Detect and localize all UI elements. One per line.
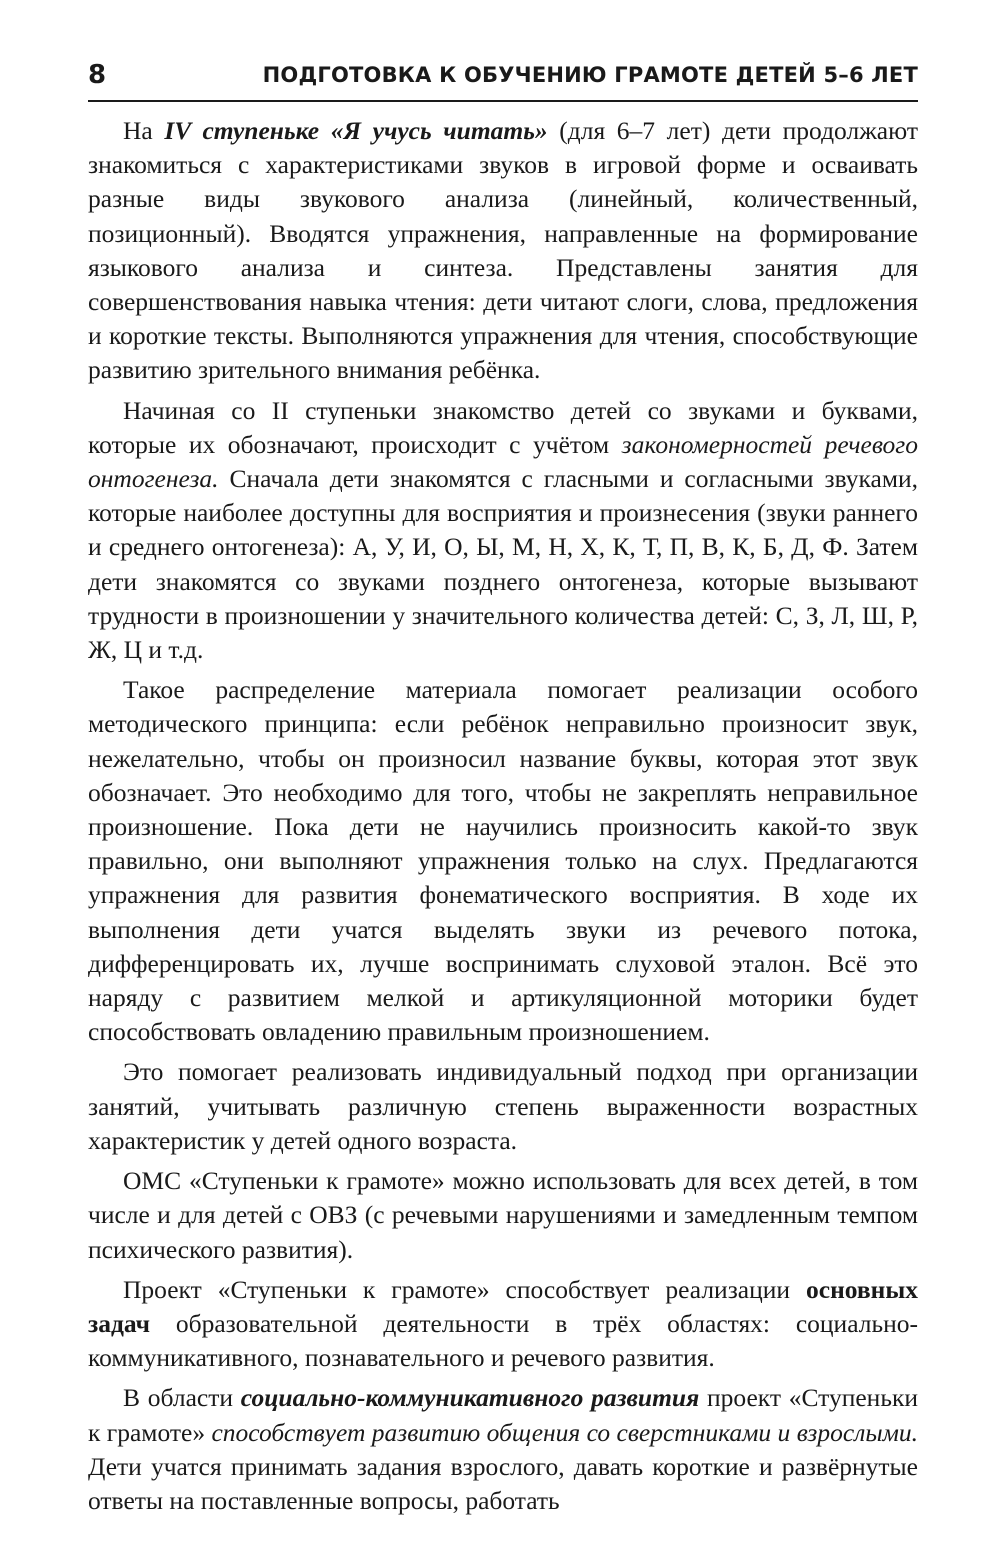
emphasis-bold: основных задач bbox=[88, 1274, 918, 1338]
paragraph: ОМС «Ступеньки к грамоте» можно использовать для всех детей, в том числе и для детей с ОВЗ (с речевыми нарушениями и замедленным темпом психического развития). bbox=[88, 1166, 918, 1264]
running-title: ПОДГОТОВКА К ОБУЧЕНИЮ ГРАМОТЕ ДЕТЕЙ 5–6 ЛЕТ bbox=[262, 63, 918, 87]
emphasis-italic: способствует развитию общения со сверстниками и взрослыми. bbox=[211, 1417, 918, 1447]
header-divider bbox=[88, 100, 918, 102]
page-header bbox=[88, 58, 918, 98]
paragraph bbox=[88, 394, 918, 668]
text-span: образовательной деятельности в трёх областях: социально-коммуникативного, познавательного и речевого развития. bbox=[88, 1308, 918, 1373]
body-text bbox=[88, 114, 918, 1524]
paragraph bbox=[88, 1273, 918, 1376]
text-span: В области bbox=[123, 1383, 241, 1413]
page-number: 8 bbox=[88, 60, 107, 90]
text-span: проект «Ступеньки к грамоте» bbox=[88, 1383, 918, 1447]
emphasis-bold-italic: социально-коммуникативного развития bbox=[240, 1383, 700, 1413]
paragraph bbox=[88, 114, 918, 388]
text-span: На bbox=[123, 116, 165, 145]
paragraph: Такое распределение материала помогает реализации особого методического принципа: если ребёнок неправильно произносит звук, нежелательно, чтобы он произносил название буквы, которая этот звук обозначает. Это необходимо для того, чтобы не закреплять неправильное произношение. Пока дети не научились произносить какой-то звук правильно, они выполняют упражнения только на слух. Предлагаются упражнения для развития фонематического восприятия. В ходе их выполнения дети учатся выделять звуки из речевого потока, дифференцировать их, лучше воспринимать слуховой эталон. Всё это наряду с развитием мелкой и артикуляционной моторики будет способствовать овладению правильным произношением. bbox=[88, 675, 918, 1047]
emphasis-bold-italic: IV ступеньке «Я учусь читать» bbox=[164, 116, 548, 145]
paragraph: Это помогает реализовать индивидуальный подход при организации занятий, учитывать различную степень выраженности возрастных характеристик у детей одного возраста. bbox=[88, 1057, 918, 1155]
text-span: Проект «Ступеньки к грамоте» способствует реализации bbox=[123, 1274, 806, 1304]
text-span: Дети учатся принимать задания взрослого, давать короткие и развёрнутые ответы на поставленные вопросы, работать bbox=[88, 1451, 918, 1515]
paragraph bbox=[88, 1381, 918, 1518]
text-span: (для 6–7 лет) дети продолжают знакомиться с характеристиками звуков в игровой форме и осваивать разные виды звукового анализа (линейный, количественный, позиционный). Вводятся упражнения, направленные на формирование языкового анализа и синтеза. Представлены занятия для совершенствования навыка чтения: дети читают слоги, слова, предложения и короткие тексты. Выполняются упражнения для чтения, способствующие развитию зрительного внимания ребёнка. bbox=[88, 116, 918, 385]
text-span: Сначала дети знакомятся с гласными и согласными звуками, которые наиболее доступны для восприятия и произнесения (звуки раннего и среднего онтогенеза): А, У, И, О, Ы, М, Н, Х, К, Т, П, В, К, Б, Д, Ф. Затем дети знакомятся со звуками позднего онтогенеза, которые вызывают трудности в произношении у значительного количества детей: С, З, Л, Ш, Р, Ж, Ц и т.д. bbox=[88, 464, 918, 665]
emphasis-italic: закономерностей речевого онтогенеза. bbox=[88, 429, 918, 494]
text-span: Начиная со II ступеньки знакомство детей со звуками и буквами, которые их обозначают, происходит с учётом bbox=[88, 395, 918, 459]
